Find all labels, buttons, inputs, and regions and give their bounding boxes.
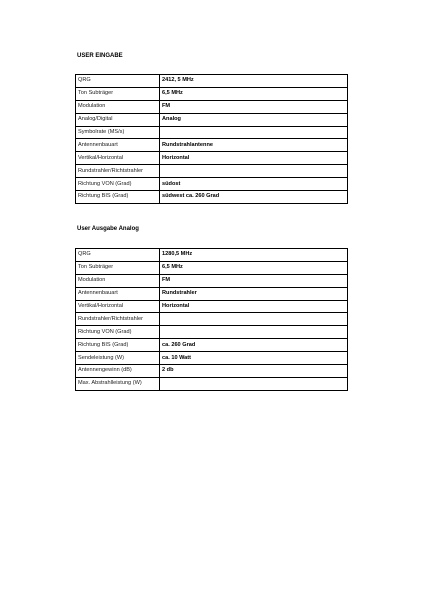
table-row: [76, 87, 348, 100]
row-label: Richtung BIS (Grad): [76, 339, 160, 352]
row-value: Analog: [160, 113, 348, 126]
row-value: südost: [160, 178, 348, 191]
row-label: QRG: [76, 75, 160, 88]
row-value: ca. 10 Watt: [160, 352, 348, 365]
table-row: [76, 191, 348, 204]
row-label: Richtung BIS (Grad): [76, 191, 160, 204]
row-label: Rundstrahler/Richtstrahler: [76, 313, 160, 326]
table-row: [76, 152, 348, 165]
row-label: Sendeleistung (W): [76, 352, 160, 365]
row-value: südwest ca. 260 Grad: [160, 191, 348, 204]
table-row: [76, 274, 348, 287]
row-value: [160, 377, 348, 390]
row-value: [160, 313, 348, 326]
row-value: [160, 165, 348, 178]
row-label: Symbolrate (MS/s): [76, 126, 160, 139]
row-label: Ton Subträger: [76, 87, 160, 100]
table-row: [76, 352, 348, 365]
row-value: Rundstrahlantenne: [160, 139, 348, 152]
row-label: QRG: [76, 249, 160, 262]
table-row: [76, 139, 348, 152]
row-value: [160, 126, 348, 139]
row-label: Modulation: [76, 100, 160, 113]
row-label: Ton Subträger: [76, 261, 160, 274]
row-label: Rundstrahler/Richtstrahler: [76, 165, 160, 178]
table-row: [76, 365, 348, 378]
row-value: 1280,5 MHz: [160, 249, 348, 262]
row-value: Horizontal: [160, 300, 348, 313]
table-row: [76, 249, 348, 262]
row-label: Richtung VON (Grad): [76, 326, 160, 339]
table-row: [76, 326, 348, 339]
user-ausgabe-analog-table: [75, 248, 348, 391]
table-row: [76, 287, 348, 300]
table-row: [76, 165, 348, 178]
row-value: ca. 260 Grad: [160, 339, 348, 352]
row-label: Antennengewinn (dB): [76, 365, 160, 378]
table-row: [76, 113, 348, 126]
table-row: [76, 300, 348, 313]
table-row: [76, 261, 348, 274]
row-value: Horizontal: [160, 152, 348, 165]
row-value: 6,5 MHz: [160, 261, 348, 274]
row-label: Analog/Digital: [76, 113, 160, 126]
user-eingabe-table: [75, 74, 348, 204]
row-label: Antennenbauart: [76, 287, 160, 300]
table-row: [76, 313, 348, 326]
row-value: FM: [160, 100, 348, 113]
row-label: Antennenbauart: [76, 139, 160, 152]
row-label: Vertikal/Horizontal: [76, 300, 160, 313]
section-title-user-eingabe: USER EINGABE: [77, 53, 123, 59]
row-value: FM: [160, 274, 348, 287]
row-value: 2 db: [160, 365, 348, 378]
table-row: [76, 339, 348, 352]
row-label: Richtung VON (Grad): [76, 178, 160, 191]
row-label: Modulation: [76, 274, 160, 287]
row-value: 6,5 MHz: [160, 87, 348, 100]
row-value: Rundstrahler: [160, 287, 348, 300]
section-title-user-ausgabe-analog: User Ausgabe Analog: [77, 226, 139, 232]
table-row: [76, 75, 348, 88]
row-label: Vertikal/Horizontal: [76, 152, 160, 165]
row-label: Max. Abstrahlleistung (W): [76, 377, 160, 390]
row-value: [160, 326, 348, 339]
row-value: 2412, 5 MHz: [160, 75, 348, 88]
table-row: [76, 178, 348, 191]
table-row: [76, 126, 348, 139]
table-row: [76, 377, 348, 390]
table-row: [76, 100, 348, 113]
